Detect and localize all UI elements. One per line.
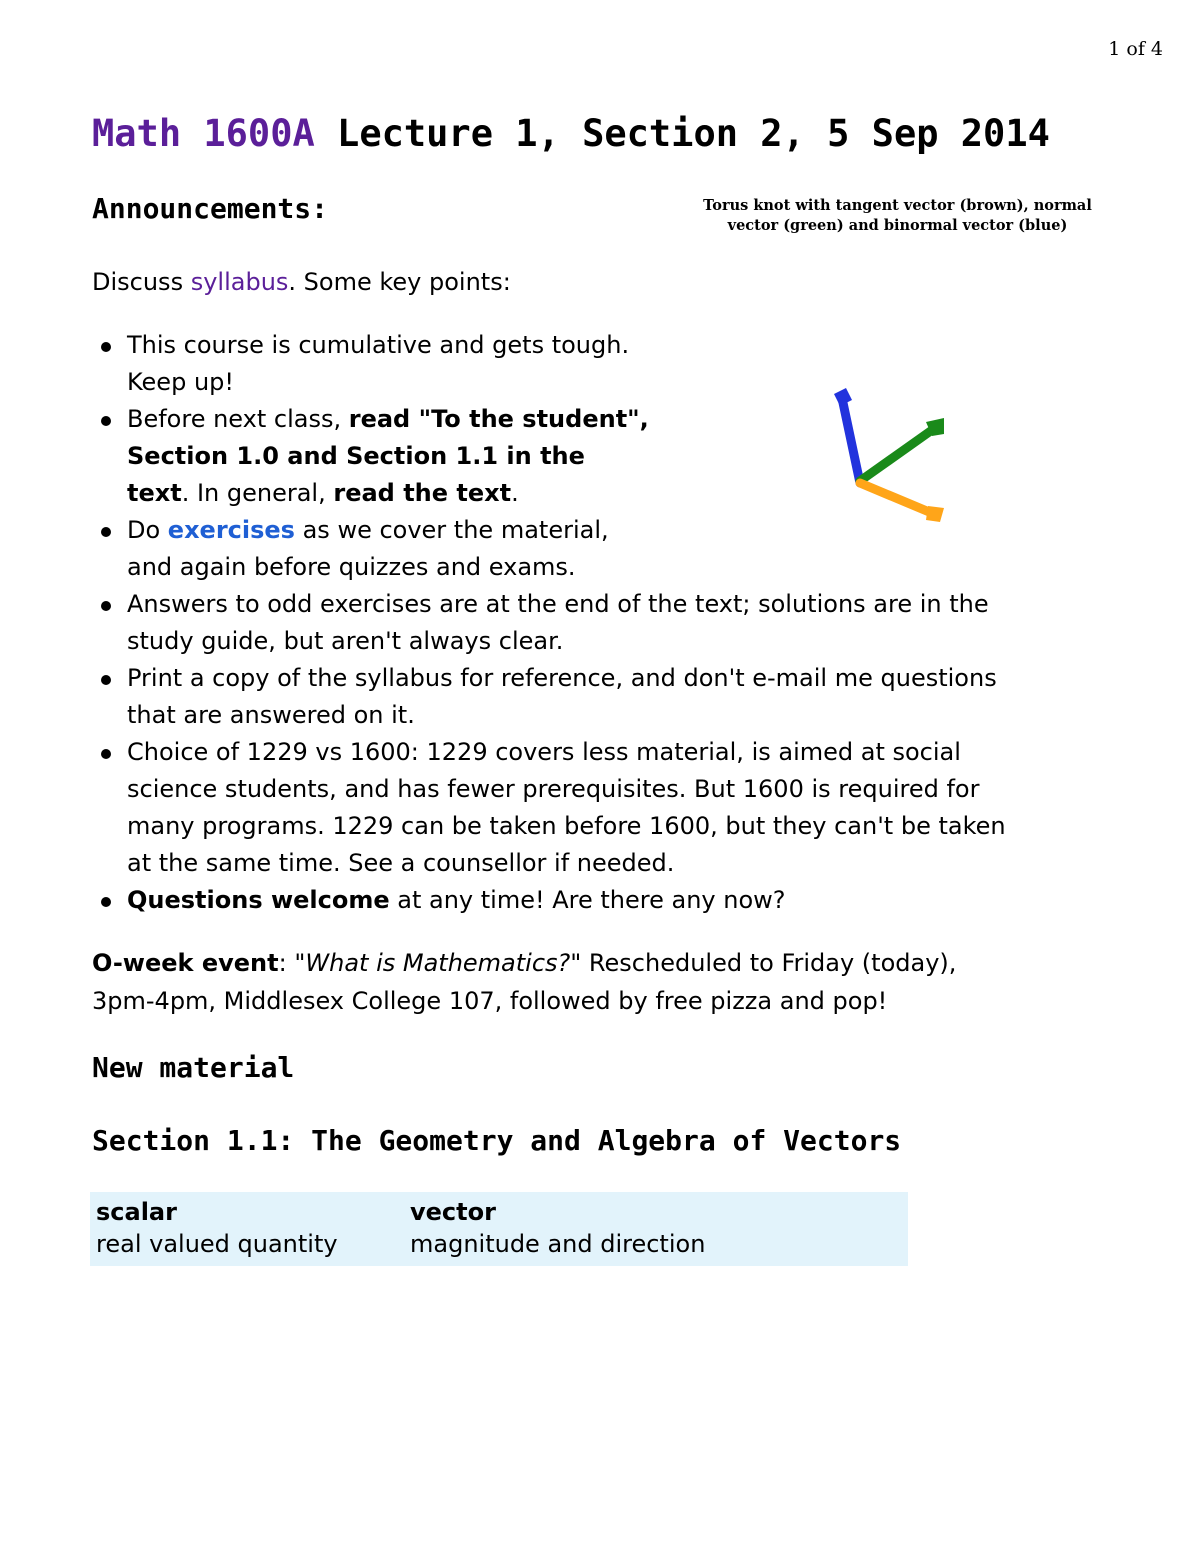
- section-heading: Section 1.1: The Geometry and Algebra of Vectors: [92, 1124, 902, 1157]
- list-item: [92, 882, 1102, 919]
- table-cell: real valued quantity: [96, 1230, 338, 1258]
- table-row: [90, 1228, 908, 1266]
- table-header-row: [90, 1192, 908, 1228]
- point-text: and again before quizzes and exams.: [127, 553, 576, 581]
- list-item: [92, 660, 1102, 734]
- point-bold-text: read the text: [333, 479, 512, 507]
- point-text: . In general,: [181, 479, 334, 507]
- oweek-label: O-week event: [92, 949, 279, 977]
- oweek-paragraph: [92, 944, 956, 1020]
- point-bold-text: Questions welcome: [127, 886, 390, 914]
- point-text: Keep up!: [127, 368, 235, 396]
- table-cell: magnitude and direction: [410, 1230, 706, 1258]
- announcements-heading: Announcements:: [92, 192, 329, 225]
- point-text: at the same time. See a counsellor if needed.: [127, 849, 675, 877]
- point-text: This course is cumulative and gets tough.: [127, 331, 630, 359]
- discuss-line: [92, 264, 511, 301]
- point-text: as we cover the material,: [294, 516, 609, 544]
- point-text: many programs. 1229 can be taken before 1600, but they can't be taken: [127, 812, 1006, 840]
- point-text: Do: [127, 516, 168, 544]
- list-item: [92, 327, 717, 401]
- point-bold-text: text: [127, 479, 182, 507]
- course-code: Math 1600A: [92, 112, 315, 155]
- figure-caption-line1: Torus knot with tangent vector (brown), normal: [703, 197, 1092, 214]
- point-bold-text: read "To the student",: [348, 405, 649, 433]
- list-item: [92, 734, 1102, 882]
- point-bold-text: Section 1.0 and Section 1.1 in the: [127, 442, 585, 470]
- point-text: .: [511, 479, 519, 507]
- point-text: Choice of 1229 vs 1600: 1229 covers less material, is aimed at social: [127, 738, 961, 766]
- figure-caption: [700, 196, 1095, 236]
- figure-caption-line2: vector (green) and binormal vector (blue): [727, 217, 1068, 234]
- exercises-link[interactable]: exercises: [167, 516, 295, 544]
- page-title: [92, 108, 1050, 160]
- discuss-prefix: Discuss: [92, 268, 191, 296]
- scalar-vector-table: [90, 1192, 908, 1266]
- syllabus-link[interactable]: syllabus: [190, 268, 289, 296]
- point-text: study guide, but aren't always clear.: [127, 627, 564, 655]
- oweek-text: " Rescheduled to Friday (today),: [570, 949, 957, 977]
- point-text: science students, and has fewer prerequisites. But 1600 is required for: [127, 775, 980, 803]
- point-text: Answers to odd exercises are at the end of the text; solutions are in the: [127, 590, 989, 618]
- oweek-text: 3pm-4pm, Middlesex College 107, followed by free pizza and pop!: [92, 987, 888, 1015]
- list-item: [92, 401, 717, 512]
- list-item: [92, 512, 717, 586]
- new-material-heading: New material: [92, 1051, 295, 1084]
- key-points-list: [92, 327, 1102, 919]
- point-text: Before next class,: [127, 405, 349, 433]
- discuss-suffix: . Some key points:: [288, 268, 511, 296]
- oweek-event-title: What is Mathematics?: [305, 949, 571, 977]
- point-text: at any time! Are there any now?: [389, 886, 786, 914]
- point-text: Print a copy of the syllabus for reference, and don't e-mail me questions: [127, 664, 997, 692]
- table-header: scalar: [96, 1198, 177, 1226]
- oweek-text: : ": [278, 949, 306, 977]
- page-number: 1 of 4: [1108, 38, 1163, 60]
- point-text: that are answered on it.: [127, 701, 415, 729]
- title-rest: Lecture 1, Section 2, 5 Sep 2014: [314, 112, 1050, 155]
- table-header: vector: [410, 1198, 496, 1226]
- list-item: [92, 586, 1102, 660]
